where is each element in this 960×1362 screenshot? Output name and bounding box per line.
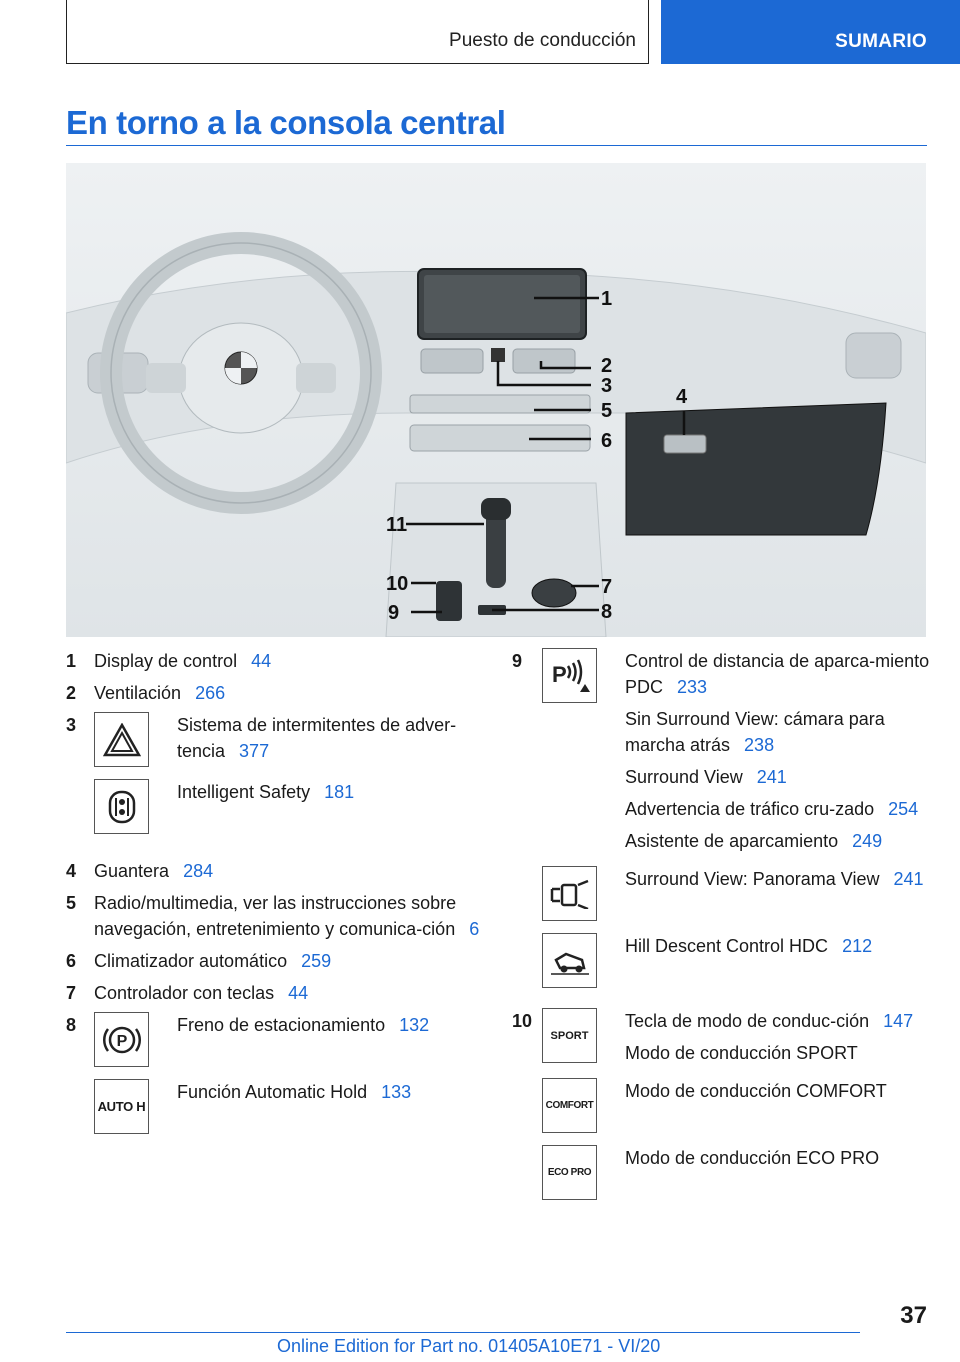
entry-9: 9 P Control de distancia de aparca-miento PDC 233 Sin Surround View: cámara para marcha atrás 238 Surround View 241 Advertencia de tráfico cru-zado 254 Asistente de aparcamiento 249 Surround View: Panorama View 241 Hill Descent Control HDC 212 [512, 648, 932, 1008]
callout-6: 6 [601, 430, 613, 452]
page-link[interactable]: 377 [239, 741, 270, 761]
callout-5: 5 [601, 400, 613, 422]
entry-9c: Hill Descent Control HDC 212 [542, 933, 932, 988]
page-link[interactable]: 284 [183, 861, 214, 881]
entry-3: 3 Sistema de intermitentes de adver-tencia 377 Intelligent Safety 181 [66, 712, 486, 858]
callout-1: 1 [601, 288, 613, 310]
entry-10b: COMFORT Modo de conducción COMFORT [542, 1078, 932, 1133]
callout-2: 2 [601, 355, 613, 377]
page-link[interactable]: 132 [399, 1015, 430, 1035]
page-title: En torno a la consola central [66, 104, 506, 141]
entry-1: 1 Display de control 44 [66, 651, 272, 671]
page-link[interactable]: 238 [744, 735, 775, 755]
callout-4: 4 [676, 386, 688, 408]
hill-descent-icon [542, 933, 597, 988]
page-link[interactable]: 254 [888, 799, 919, 819]
footer-divider [66, 1332, 860, 1333]
intelligent-safety-icon [94, 779, 149, 834]
sumario-button-label: SUMARIO [835, 31, 927, 52]
entry-8a: P Freno de estacionamiento 132 [94, 1012, 486, 1067]
svg-text:P: P [116, 1032, 127, 1050]
hazard-warning-icon [94, 712, 149, 767]
footer-edition: Online Edition for Part no. 01405A10E71 - VI/20 [277, 1336, 661, 1356]
auto-hold-icon: AUTO H [94, 1079, 149, 1134]
entry-10a: SPORT Tecla de modo de conduc-ción 147 Modo de conducción SPORT [542, 1008, 932, 1072]
entry-10c: ECO PRO Modo de conducción ECO PRO [542, 1145, 932, 1200]
entry-7: 7 Controlador con teclas 44 [66, 983, 309, 1003]
svg-text:P: P [551, 661, 567, 687]
page-number: 37 [900, 1302, 927, 1329]
entry-6: 6 Climatizador automático 259 [66, 951, 332, 971]
callout-3: 3 [601, 375, 613, 397]
comfort-mode-icon: COMFORT [542, 1078, 597, 1133]
entry-9a: P Control de distancia de aparca-miento PDC 233 Sin Surround View: cámara para marcha atrás 238 Surround View 241 Advertencia de tráfico cru-zado 254 Asistente de aparcamiento 249 [542, 648, 932, 860]
entry-8: 8 P Freno de estacionamiento 132 AUTO H Función Automatic Hold 133 [66, 1012, 486, 1134]
entry-9b: Surround View: Panorama View 241 [542, 866, 932, 921]
page-link[interactable]: 6 [469, 919, 480, 939]
entry-3a: Sistema de intermitentes de adver-tencia 377 [94, 712, 486, 767]
page-link[interactable]: 241 [893, 869, 924, 889]
page-link[interactable]: 266 [195, 683, 226, 703]
page-link[interactable]: 249 [852, 831, 883, 851]
page-link[interactable]: 44 [251, 651, 272, 671]
header-section-title: Puesto de conducción [449, 30, 636, 51]
page-link[interactable]: 259 [301, 951, 332, 971]
callout-8: 8 [601, 601, 613, 623]
dashboard-illustration [66, 163, 926, 637]
callout-7: 7 [601, 576, 613, 598]
entry-4: 4 Guantera 284 [66, 861, 214, 881]
page-link[interactable]: 233 [677, 677, 708, 697]
title-divider [66, 145, 927, 146]
entry-10: 10 SPORT Tecla de modo de conduc-ción 147 Modo de conducción SPORT COMFORT Modo de conducción COMFORT ECO PRO Modo de conducción ECO PRO [512, 1008, 932, 1200]
header-section-box [66, 0, 649, 64]
entry-5: 5 Radio/multimedia, ver las instrucciones sobre navegación, entretenimiento y comunica-ción 6 [66, 893, 480, 939]
page-link[interactable]: 212 [842, 936, 873, 956]
pdc-icon [542, 648, 597, 703]
entry-8b: AUTO H Función Automatic Hold 133 [94, 1079, 486, 1134]
sport-mode-icon: SPORT [542, 1008, 597, 1063]
entry-3b: Intelligent Safety 181 [94, 779, 486, 834]
callout-11: 11 [386, 514, 408, 536]
callout-9: 9 [388, 602, 400, 624]
eco-pro-mode-icon: ECO PRO [542, 1145, 597, 1200]
callout-10: 10 [386, 573, 409, 595]
page-link[interactable]: 133 [381, 1082, 412, 1102]
page-link[interactable]: 147 [883, 1011, 914, 1031]
page-link[interactable]: 241 [756, 767, 787, 787]
panorama-view-icon [542, 866, 597, 921]
sumario-button[interactable] [661, 0, 960, 64]
parking-brake-icon [94, 1012, 149, 1067]
legend-left-column [66, 648, 486, 1134]
page-link[interactable]: 181 [324, 782, 355, 802]
entry-2: 2 Ventilación 266 [66, 683, 226, 703]
legend-right-column [512, 648, 932, 1200]
page-link[interactable]: 44 [288, 983, 309, 1003]
